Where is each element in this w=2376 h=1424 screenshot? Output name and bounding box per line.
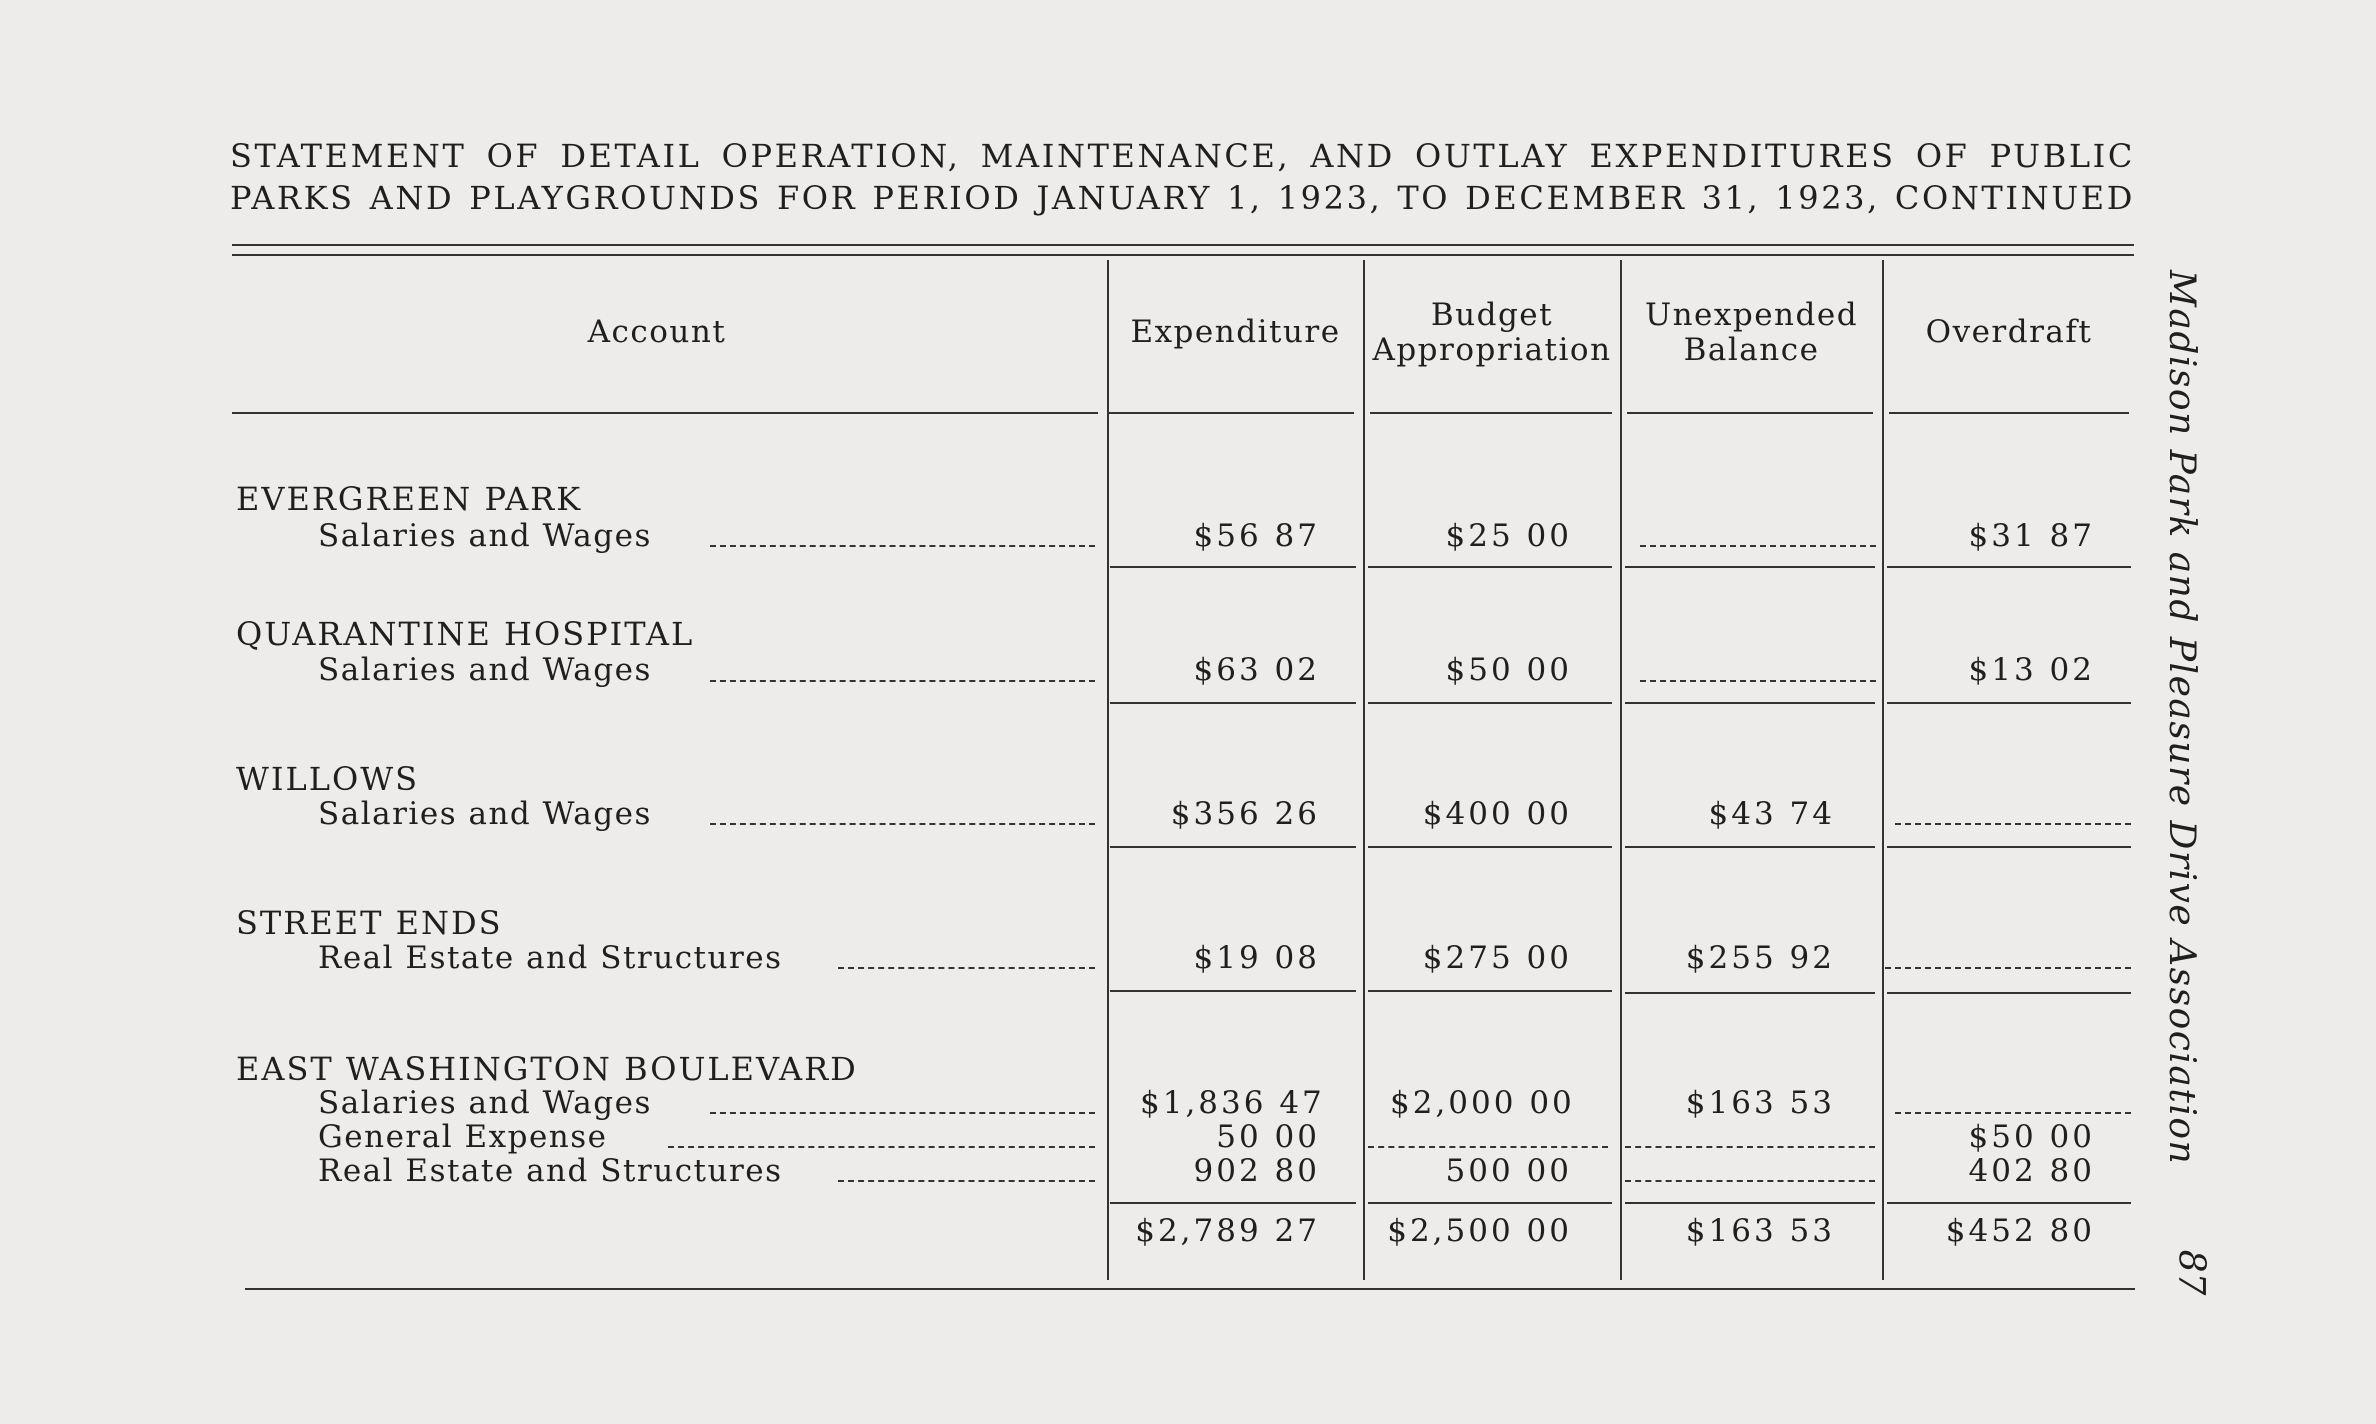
header-rule-unexp [1627, 412, 1873, 414]
dot-leader [710, 680, 1095, 682]
cell-overdraft-blank [1885, 967, 2131, 969]
cell-budget: 500 00 [1445, 1153, 1572, 1189]
rule [1110, 846, 1356, 848]
cell-overdraft: $13 02 [1968, 652, 2095, 688]
rule [1887, 992, 2131, 994]
dot-leader [710, 545, 1095, 547]
row-item: Real Estate and Structures [318, 1153, 783, 1189]
col-divider-4 [1882, 260, 1884, 1280]
rule [1368, 702, 1612, 704]
section-quarantine-hospital: QUARANTINE HOSPITAL [236, 615, 695, 653]
cell-unexpended: $43 74 [1708, 796, 1835, 832]
total-expenditure: $2,789 27 [1135, 1213, 1320, 1249]
col-divider-3 [1620, 260, 1622, 1280]
cell-budget: $50 00 [1445, 652, 1572, 688]
rule [1625, 992, 1875, 994]
cell-budget: $275 00 [1422, 940, 1572, 976]
total-budget: $2,500 00 [1387, 1213, 1572, 1249]
cell-unexpended: $163 53 [1685, 1085, 1835, 1121]
row-item: Salaries and Wages [318, 1085, 652, 1121]
header-overdraft: Overdraft [1925, 314, 2093, 350]
header-unexpended-2: Balance [1683, 332, 1820, 368]
cell-expenditure: $63 02 [1193, 652, 1320, 688]
rule [1368, 1202, 1612, 1204]
header-rule-exp [1108, 412, 1354, 414]
cell-unexpended-blank [1625, 1146, 1875, 1148]
rule [1368, 990, 1612, 992]
rule [1368, 846, 1612, 848]
title-line-1: STATEMENT OF DETAIL OPERATION, MAINTENANCE, AND OUTLAY EXPENDITURES OF PUBLIC [230, 137, 2135, 175]
rule [1887, 702, 2131, 704]
dot-leader [838, 1180, 1095, 1182]
cell-unexpended-blank [1640, 680, 1876, 682]
rule [1625, 702, 1875, 704]
cell-unexpended: $255 92 [1685, 940, 1835, 976]
cell-budget: $2,000 00 [1390, 1085, 1575, 1121]
header-expenditure: Expenditure [1130, 314, 1341, 350]
dot-leader [710, 1112, 1095, 1114]
cell-expenditure: $56 87 [1193, 518, 1320, 554]
rule [1625, 566, 1875, 568]
cell-expenditure: 50 00 [1216, 1119, 1320, 1155]
cell-overdraft: $31 87 [1968, 518, 2095, 554]
bottom-rule [245, 1288, 2135, 1290]
rule [1110, 566, 1356, 568]
rule [1887, 1202, 2131, 1204]
total-unexpended: $163 53 [1685, 1213, 1835, 1249]
cell-expenditure: $356 26 [1170, 796, 1320, 832]
rule [1887, 566, 2131, 568]
section-evergreen-park: EVERGREEN PARK [236, 480, 583, 518]
cell-unexpended-blank [1640, 545, 1876, 547]
rule [1110, 1202, 1356, 1204]
rule [1887, 846, 2131, 848]
dot-leader [668, 1146, 1095, 1148]
page-number: 87 [2170, 1249, 2212, 1296]
row-item: Salaries and Wages [318, 796, 652, 832]
header-budget-1: Budget [1430, 297, 1554, 333]
rule [1625, 846, 1875, 848]
cell-overdraft-blank [1895, 823, 2131, 825]
header-rule-budget [1370, 412, 1612, 414]
header-rule-over [1889, 412, 2129, 414]
cell-expenditure: 902 80 [1193, 1153, 1320, 1189]
row-item: Real Estate and Structures [318, 940, 783, 976]
header-account: Account [587, 314, 727, 350]
col-divider-2 [1363, 260, 1365, 1280]
cell-overdraft: $50 00 [1968, 1119, 2095, 1155]
cell-budget: $25 00 [1445, 518, 1572, 554]
header-rule-account [232, 412, 1098, 414]
row-item: General Expense [318, 1119, 608, 1155]
top-rule [232, 244, 2134, 246]
cell-overdraft: 402 80 [1968, 1153, 2095, 1189]
cell-budget-blank [1368, 1146, 1608, 1148]
rule [1368, 566, 1612, 568]
section-east-washington-boulevard: EAST WASHINGTON BOULEVARD [236, 1050, 858, 1088]
cell-overdraft-blank [1895, 1112, 2131, 1114]
dot-leader [838, 967, 1095, 969]
cell-budget: $400 00 [1422, 796, 1572, 832]
cell-expenditure: $19 08 [1193, 940, 1320, 976]
row-item: Salaries and Wages [318, 652, 652, 688]
running-head: Madison Park and Pleasure Drive Association [2161, 270, 2202, 1166]
cell-unexpended-blank [1625, 1180, 1875, 1182]
section-street-ends: STREET ENDS [236, 904, 503, 942]
header-unexpended-1: Unexpended [1644, 297, 1859, 333]
rule [1110, 702, 1356, 704]
dot-leader [710, 823, 1095, 825]
rule [1110, 990, 1356, 992]
rule [1625, 1202, 1875, 1204]
header-budget-2: Appropriation [1372, 332, 1612, 368]
title-line-2: PARKS AND PLAYGROUNDS FOR PERIOD JANUARY 1, 1923, TO DECEMBER 31, 1923, CONTINUED [230, 179, 2135, 217]
section-willows: WILLOWS [236, 760, 420, 798]
total-overdraft: $452 80 [1945, 1213, 2095, 1249]
top-rule-2 [232, 254, 2134, 256]
row-item: Salaries and Wages [318, 518, 652, 554]
cell-expenditure: $1,836 47 [1140, 1085, 1325, 1121]
